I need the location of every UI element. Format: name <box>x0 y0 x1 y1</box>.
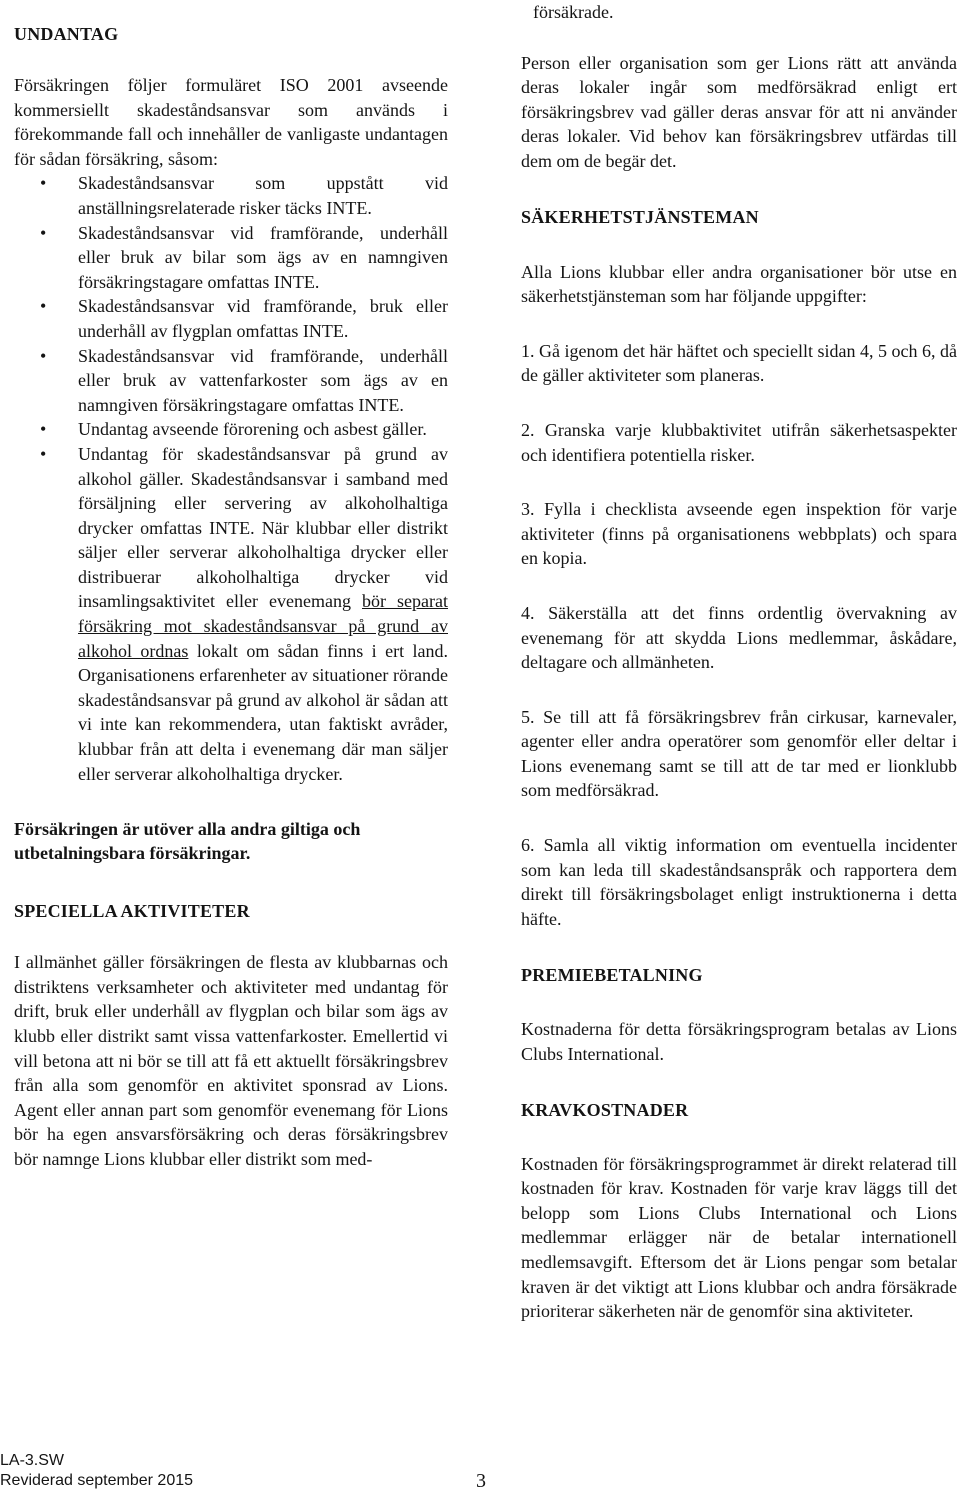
sakerhet-intro: Alla Lions klubbar eller andra organisationer bör utse en säkerhetstjänsteman som har följande uppgifter: <box>521 261 957 307</box>
speciella-text: I allmänhet gäller försäkringen de flesta av klubbarnas och distriktens verksamheter och aktiviteter med undantag för drift, bruk eller underhåll av flygplan och bilar som ägs av klubb eller distrikt samt vissa vattenfarkoster. Emellertid vi vill betona att ni bör se till att få ett aktuellt försäkringsbrev från alla som genomför en aktivitet sponsrad av Lions. Agent eller annan part som genomför evenemang för Lions bör ha egen ansvarsförsäkring och deras försäkringsbrev bör namnge Lions klubbar eller distrikt som med- <box>14 952 448 1169</box>
exclusions-list <box>14 171 448 786</box>
speciella-heading: SPECIELLA AKTIVITETER <box>14 901 250 922</box>
right-column <box>521 0 957 1324</box>
continuation-text: försäkrade. <box>533 2 614 22</box>
premie-heading: PREMIEBETALNING <box>521 965 703 986</box>
page-number: 3 <box>476 1470 486 1492</box>
step-3: 3. Fylla i checklista avseende egen inspektion för varje aktiviteter (finns på organisationens webbplats) och spara en kopia. <box>521 499 957 569</box>
sakerhet-heading: SÄKERHETSTJÄNSTEMAN <box>521 206 759 227</box>
list-item: • Skadeståndsansvar som uppstått vid anställningsrelaterade risker täcks INTE. <box>14 171 448 220</box>
bold-statement: Försäkringen är utöver alla andra giltiga och utbetalningsbara försäkringar. <box>14 819 361 864</box>
list-item: • Skadeståndsansvar vid framförande, underhåll eller bruk av vattenfarkoster som ägs av en namngiven försäkringstagare omfattas INTE. <box>14 344 448 418</box>
alcohol-text-part2: lokalt om sådan finns i ert land. Organisationens erfarenheter av situationer rörande skadeståndsansvar på grund av alkohol är sådan att vi inte kan rekommendera, utan faktiskt avråder, klubbar från att delta i evenemang där man säljer eller serverar alkoholhaltiga drycker. <box>78 640 449 784</box>
list-item: • Skadeståndsansvar vid framförande, bruk eller underhåll av flygplan omfattas INTE. <box>14 294 448 343</box>
undantag-heading: UNDANTAG <box>14 24 119 44</box>
person-text: Person eller organisation som ger Lions rätt att använda deras lokaler ingår som medförsäkrad enligt ert försäkringsbrev vad gäller deras ansvar för att ni använder deras lokaler. Vid behov kan försäkringsbrev utfärdas till dem om de begär det. <box>521 52 957 171</box>
premie-text: Kostnaderna för detta försäkringsprogram betalas av Lions Clubs International. <box>521 1019 957 1065</box>
step-6: 6. Samla all viktig information om eventuella incidenter som kan leda till skadeståndsanspråk och rapportera dem direkt till försäkringsbolaget enligt instruktionerna i detta häfte. <box>521 835 957 929</box>
list-item: • Skadeståndsansvar vid framförande, underhåll eller bruk av bilar som ägs av en namngiven försäkringstagare omfattas INTE. <box>14 221 448 295</box>
step-5: 5. Se till att få försäkringsbrev från cirkusar, karnevaler, agenter eller andra operatörer som genomför eller deltar i Lions evenemang samt se till att de tar med er lionklubb som medförsäkrad. <box>521 706 957 801</box>
list-item: • Undantag avseende förorening och asbest gäller. <box>14 417 448 442</box>
footer-code: LA-3.SW <box>0 1452 65 1469</box>
left-column <box>14 0 448 1172</box>
list-item-alcohol <box>14 442 448 786</box>
footer-revision: Reviderad september 2015 <box>0 1472 194 1489</box>
step-1: 1. Gå igenom det här häftet och speciellt sidan 4, 5 och 6, då de gäller aktiviteter som planeras. <box>521 340 957 386</box>
step-4: 4. Säkerställa att det finns ordentlig övervakning av evenemang för att skydda Lions medlemmar, åskådare, deltagare och allmänheten. <box>521 602 957 673</box>
alcohol-text-part1: Undantag för skadeståndsansvar på grund av alkohol gäller. Skadeståndsansvar i samband med försäljning eller servering av alkoholhaltiga drycker omfattas INTE. När klubbar eller distrikt säljer eller serverar alkoholhaltiga drycker eller distribuerar alkoholhaltiga drycker vid insamlingsaktivitet eller evenemang <box>78 443 448 612</box>
krav-heading: KRAVKOSTNADER <box>521 1099 689 1120</box>
undantag-intro: Försäkringen följer formuläret ISO 2001 avseende kommersiellt skadeståndsansvar som används i förekommande fall och innehåller de vanligaste undantagen för sådan försäkring, såsom: <box>14 75 448 169</box>
step-2: 2. Granska varje klubbaktivitet utifrån säkerhetsaspekter och identifiera potentiella risker. <box>521 419 957 465</box>
krav-text: Kostnaden för försäkringsprogrammet är direkt relaterad till kostnaden för krav. Kostnaden för varje krav läggs till det belopp som Lions Clubs International och Lions medlemmar erlägger när de betalar internationell medlemsavgift. Eftersom det är Lions pengar som betalar kraven är det viktigt att Lions klubbar och andra försäkrade prioriterar säkerheten när de genomför sina aktiviteter. <box>521 1153 957 1322</box>
alcohol-underlined-text: bör separat försäkring mot skadeståndsansvar på grund av alkohol ordnas <box>78 591 449 661</box>
